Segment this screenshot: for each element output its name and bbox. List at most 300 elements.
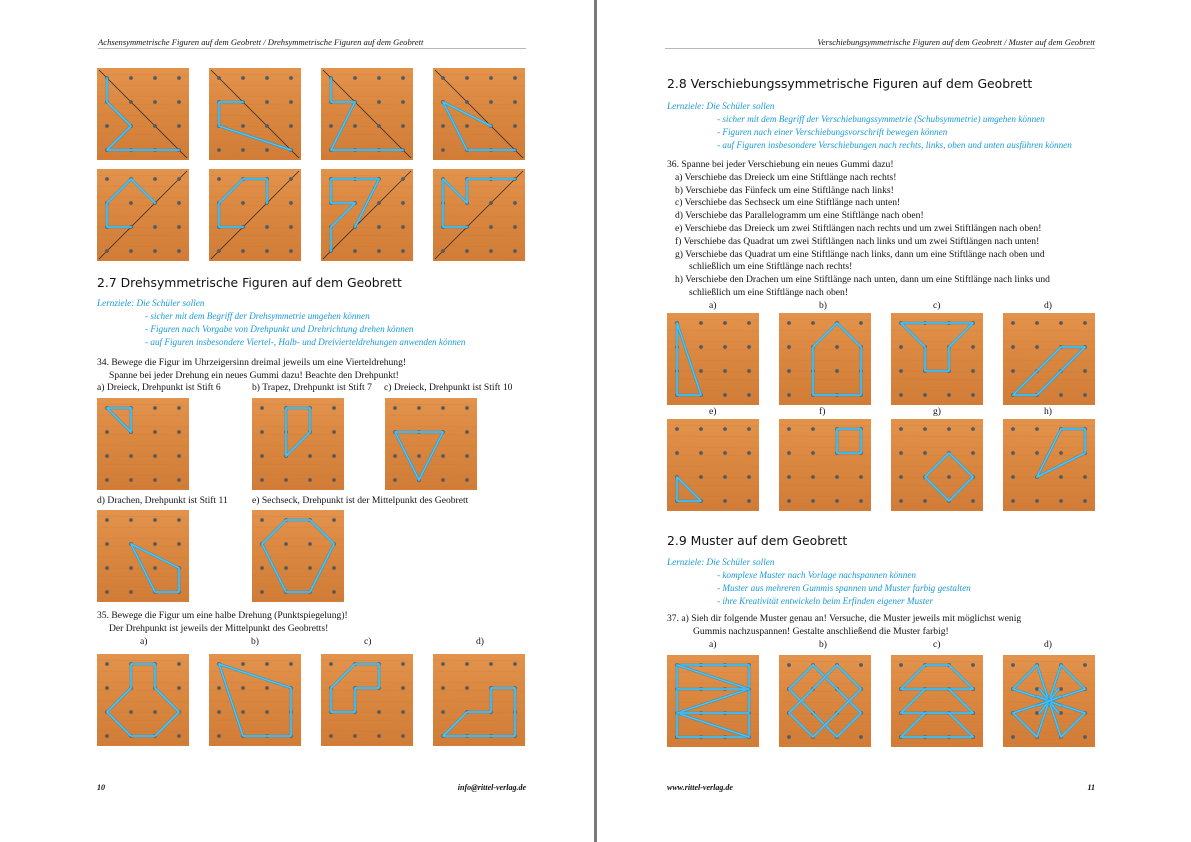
peg [899, 663, 903, 667]
peg [417, 406, 421, 410]
peg [105, 124, 109, 128]
geoboard-svg [252, 398, 344, 490]
peg [289, 225, 293, 229]
peg [1059, 499, 1063, 503]
peg [699, 369, 703, 373]
peg [1059, 393, 1063, 397]
section-heading: 2.8 Verschiebungssymmetrische Figuren auf dem Geobrett [667, 76, 1033, 91]
peg [1035, 451, 1039, 455]
peg [465, 406, 469, 410]
peg [377, 201, 381, 205]
geoboard-svg [891, 419, 983, 511]
peg [265, 710, 269, 714]
task-line: Gummis nachzuspannen! Gestalte anschließend die Muster farbig! [693, 625, 949, 637]
peg [217, 734, 221, 738]
peg [1059, 321, 1063, 325]
peg [105, 518, 109, 522]
peg [177, 454, 181, 458]
peg [1011, 735, 1015, 739]
board-label: d) [476, 636, 484, 647]
peg [1083, 663, 1087, 667]
learning-goals [667, 100, 1072, 152]
geoboard-svg [891, 655, 983, 747]
geoboard-svg [667, 655, 759, 747]
peg [787, 735, 791, 739]
goal-item: - auf Figuren insbesondere Verschiebungen nach rechts, links, oben und unten ausführen können [717, 140, 1072, 150]
geoboard-svg [433, 654, 525, 746]
peg [947, 393, 951, 397]
peg [899, 369, 903, 373]
peg [465, 454, 469, 458]
peg [284, 478, 288, 482]
learning-goals [97, 297, 465, 349]
peg [265, 662, 269, 666]
peg [835, 475, 839, 479]
peg [284, 566, 288, 570]
peg [401, 249, 405, 253]
peg [971, 393, 975, 397]
geoboard-svg [385, 398, 477, 490]
task-line: 36. Spanne bei jeder Verschiebung ein neues Gummi dazu! [667, 159, 894, 170]
peg [401, 225, 405, 229]
geoboard-svg [97, 654, 189, 746]
peg [265, 249, 269, 253]
peg [1035, 321, 1039, 325]
geoboard [97, 169, 189, 261]
peg [105, 662, 109, 666]
peg [265, 686, 269, 690]
peg [153, 177, 157, 181]
peg [441, 76, 445, 80]
peg [105, 590, 109, 594]
peg [177, 542, 181, 546]
geoboard [1003, 655, 1095, 747]
peg [241, 662, 245, 666]
peg [899, 475, 903, 479]
peg [308, 478, 312, 482]
peg [699, 321, 703, 325]
peg [177, 734, 181, 738]
peg [747, 499, 751, 503]
peg [489, 76, 493, 80]
geoboard [252, 510, 344, 602]
goal-item: - komplexe Muster nach Vorlage nachspannen können [717, 570, 917, 580]
peg [353, 249, 357, 253]
peg [153, 100, 157, 104]
peg [971, 451, 975, 455]
board-label: b) [819, 639, 827, 650]
peg [699, 451, 703, 455]
peg [489, 201, 493, 205]
task-line: Spanne bei jeder Drehung ein neues Gummi dazu! Beachte den Drehpunkt! [109, 369, 399, 381]
goals-title: Lernziele: Die Schüler sollen [667, 101, 775, 111]
board-label: f) [819, 406, 826, 417]
peg [971, 663, 975, 667]
peg [465, 124, 469, 128]
peg [241, 124, 245, 128]
board-label: c) Dreieck, Drehpunkt ist Stift 10 [384, 382, 513, 393]
geoboard-svg [209, 68, 301, 160]
geoboard [779, 655, 871, 747]
peg [835, 369, 839, 373]
peg [129, 478, 133, 482]
peg [1035, 427, 1039, 431]
peg [723, 451, 727, 455]
peg [787, 427, 791, 431]
page-number: 10 [97, 783, 105, 792]
board-label: c) [364, 636, 372, 647]
peg [129, 566, 133, 570]
peg [153, 430, 157, 434]
peg [441, 710, 445, 714]
geoboard [209, 169, 301, 261]
peg [265, 100, 269, 104]
peg [1083, 321, 1087, 325]
peg [353, 734, 357, 738]
peg [353, 76, 357, 80]
peg [401, 76, 405, 80]
header-rule [665, 48, 1095, 49]
board-label: c) [933, 300, 941, 311]
peg [723, 475, 727, 479]
peg [105, 454, 109, 458]
board-label: a) Dreieck, Drehpunkt ist Stift 6 [97, 382, 221, 393]
peg [513, 201, 517, 205]
section-heading: 2.9 Muster auf dem Geobrett [667, 533, 848, 548]
geoboard [1003, 313, 1095, 405]
peg [105, 734, 109, 738]
peg [441, 249, 445, 253]
peg [465, 662, 469, 666]
geoboard [779, 313, 871, 405]
peg [489, 225, 493, 229]
peg [393, 478, 397, 482]
geoboard-svg [667, 419, 759, 511]
peg [1083, 499, 1087, 503]
peg [441, 148, 445, 152]
geoboard [891, 655, 983, 747]
geoboard [97, 398, 189, 490]
geoboard [667, 655, 759, 747]
board-label: e) Sechseck, Drehpunkt ist der Mittelpunkt des Geobrett [252, 495, 469, 506]
peg [1011, 345, 1015, 349]
geoboard-svg [1003, 313, 1095, 405]
peg [177, 478, 181, 482]
peg [1011, 499, 1015, 503]
peg [811, 499, 815, 503]
peg [923, 393, 927, 397]
peg [265, 76, 269, 80]
peg [675, 427, 679, 431]
peg [177, 76, 181, 80]
peg [441, 662, 445, 666]
geoboard-svg [433, 68, 525, 160]
peg [947, 427, 951, 431]
peg [923, 499, 927, 503]
task-item: b) Verschiebe das Fünfeck um eine Stiftlänge nach links! [675, 184, 894, 196]
peg [377, 710, 381, 714]
peg [489, 662, 493, 666]
peg [260, 454, 264, 458]
peg [332, 478, 336, 482]
running-header: Achsensymmetrische Figuren auf dem Geobrett / Drehsymmetrische Figuren auf dem Geobrett [98, 37, 424, 47]
task-item-continued: schließlich um eine Stiftlänge nach rechts! [689, 261, 853, 273]
geoboard [891, 313, 983, 405]
board-label: b) [819, 300, 827, 311]
peg [260, 518, 264, 522]
geoboard-svg [779, 313, 871, 405]
task-37-text [667, 613, 1021, 639]
peg [947, 475, 951, 479]
board-label: d) Drachen, Drehpunkt ist Stift 11 [97, 495, 228, 506]
peg [401, 710, 405, 714]
peg [177, 518, 181, 522]
geoboard [891, 419, 983, 511]
peg [787, 369, 791, 373]
goal-item: - sicher mit dem Begriff der Verschiebungssymmetrie (Schubsymmetrie) umgehen können [717, 114, 1045, 124]
peg [441, 406, 445, 410]
peg [217, 249, 221, 253]
peg [153, 566, 157, 570]
peg [489, 249, 493, 253]
peg [811, 321, 815, 325]
peg [332, 590, 336, 594]
peg [308, 454, 312, 458]
peg [835, 345, 839, 349]
peg [441, 478, 445, 482]
geoboard-svg [1003, 655, 1095, 747]
peg [153, 454, 157, 458]
peg [513, 100, 517, 104]
geoboard-svg [1003, 419, 1095, 511]
task-item-continued: schließlich um eine Stiftlänge nach oben! [689, 286, 849, 298]
board-label: d) [1044, 639, 1052, 650]
task-item: a) Verschiebe das Dreieck um eine Stiftlänge nach rechts! [675, 171, 897, 183]
peg [1083, 393, 1087, 397]
left-page [0, 0, 594, 842]
peg [241, 76, 245, 80]
peg [377, 100, 381, 104]
task-line: 37. a) Sieh dir folgende Muster genau an! Versuche, die Muster jeweils mit möglichst wenig [667, 613, 1022, 624]
peg [1035, 345, 1039, 349]
peg [217, 177, 221, 181]
board-label: d) [1044, 300, 1052, 311]
peg [329, 734, 333, 738]
peg [284, 542, 288, 546]
peg [787, 321, 791, 325]
geoboard-svg [779, 655, 871, 747]
peg [401, 662, 405, 666]
peg [401, 124, 405, 128]
peg [787, 393, 791, 397]
peg [971, 427, 975, 431]
peg [1011, 369, 1015, 373]
geoboard [97, 510, 189, 602]
geoboard [433, 68, 525, 160]
peg [105, 430, 109, 434]
peg [675, 451, 679, 455]
peg [923, 451, 927, 455]
peg [723, 345, 727, 349]
peg [489, 100, 493, 104]
geoboard [667, 313, 759, 405]
peg [377, 249, 381, 253]
peg [513, 249, 517, 253]
peg [859, 663, 863, 667]
peg [332, 406, 336, 410]
board-label: h) [1044, 406, 1052, 417]
peg [401, 177, 405, 181]
geoboard-svg [97, 510, 189, 602]
task-35-text [97, 610, 348, 636]
geoboard [97, 654, 189, 746]
peg [153, 710, 157, 714]
peg [787, 345, 791, 349]
peg [332, 566, 336, 570]
task-item: f) Verschiebe das Quadrat um zwei Stiftlängen nach links und um zwei Stiftlängen nach unten! [675, 235, 1040, 247]
task-item: e) Verschiebe das Dreieck um zwei Stiftlängen nach rechts und um zwei Stiftlängen nach oben! [675, 222, 1042, 234]
peg [723, 393, 727, 397]
peg [332, 454, 336, 458]
board-label: a) [709, 639, 717, 650]
board-label: e) [709, 406, 717, 417]
peg [129, 100, 133, 104]
geoboard [1003, 419, 1095, 511]
peg [289, 177, 293, 181]
peg [329, 124, 333, 128]
board-label: a) [140, 636, 148, 647]
peg [105, 177, 109, 181]
peg [241, 249, 245, 253]
peg [177, 225, 181, 229]
geoboard [433, 654, 525, 746]
peg [899, 427, 903, 431]
peg [441, 686, 445, 690]
peg [747, 345, 751, 349]
peg [747, 369, 751, 373]
peg [105, 249, 109, 253]
peg [308, 566, 312, 570]
peg [811, 475, 815, 479]
section-heading: 2.7 Drehsymmetrische Figuren auf dem Geobrett [97, 275, 402, 290]
geoboard-svg [209, 654, 301, 746]
peg [177, 100, 181, 104]
peg [787, 663, 791, 667]
peg [105, 478, 109, 482]
peg [401, 686, 405, 690]
peg [1011, 663, 1015, 667]
peg [241, 148, 245, 152]
peg [401, 734, 405, 738]
peg [699, 427, 703, 431]
geoboard [321, 654, 413, 746]
peg [465, 100, 469, 104]
geoboard-svg [321, 654, 413, 746]
geoboard [321, 68, 413, 160]
peg [177, 249, 181, 253]
footer-email: info@rittel-verlag.de [457, 783, 526, 792]
peg [217, 686, 221, 690]
peg [747, 475, 751, 479]
peg [699, 345, 703, 349]
geoboard-svg [97, 398, 189, 490]
peg [177, 430, 181, 434]
peg [923, 427, 927, 431]
peg [723, 499, 727, 503]
task-item: d) Verschiebe das Parallelogramm um eine Stiftlänge nach oben! [675, 210, 924, 222]
peg [241, 710, 245, 714]
peg [153, 518, 157, 522]
peg [289, 76, 293, 80]
peg [289, 100, 293, 104]
geoboard-svg [891, 313, 983, 405]
peg [859, 499, 863, 503]
peg [787, 475, 791, 479]
right-page [597, 0, 1191, 842]
peg [401, 201, 405, 205]
peg [747, 451, 751, 455]
task-line: 34. Bewege die Figur im Uhrzeigersinn dreimal jeweils um eine Vierteldrehung! [97, 357, 407, 368]
peg [1083, 475, 1087, 479]
peg [260, 430, 264, 434]
peg [241, 201, 245, 205]
board-label: g) [933, 406, 941, 417]
geoboard-svg [252, 510, 344, 602]
peg [1011, 321, 1015, 325]
footer-website: www.rittel-verlag.de [667, 783, 733, 792]
board-label: c) [933, 639, 941, 650]
peg [260, 406, 264, 410]
board-label: a) [709, 300, 717, 311]
peg [393, 454, 397, 458]
peg [899, 451, 903, 455]
peg [401, 100, 405, 104]
geoboard [385, 398, 477, 490]
peg [289, 662, 293, 666]
peg [289, 124, 293, 128]
goal-item: - Muster aus mehreren Gummis spannen und Muster farbig gestalten [717, 583, 971, 593]
peg [513, 225, 517, 229]
peg [835, 499, 839, 503]
peg [129, 249, 133, 253]
task-line: Der Drehpunkt ist jeweils der Mittelpunkt des Geobretts! [109, 622, 329, 634]
peg [177, 177, 181, 181]
geoboard [252, 398, 344, 490]
peg [177, 201, 181, 205]
peg [1059, 475, 1063, 479]
peg [859, 735, 863, 739]
goals-title: Lernziele: Die Schüler sollen [97, 298, 205, 308]
peg [177, 662, 181, 666]
peg [129, 710, 133, 714]
peg [153, 249, 157, 253]
peg [465, 430, 469, 434]
peg [747, 321, 751, 325]
page-number: 11 [1087, 783, 1095, 792]
peg [308, 542, 312, 546]
peg [129, 201, 133, 205]
peg [723, 427, 727, 431]
geoboard-svg [97, 169, 189, 261]
peg [1011, 451, 1015, 455]
peg [465, 478, 469, 482]
peg [265, 148, 269, 152]
peg [289, 201, 293, 205]
peg [859, 321, 863, 325]
peg [723, 369, 727, 373]
peg [260, 590, 264, 594]
peg [377, 734, 381, 738]
